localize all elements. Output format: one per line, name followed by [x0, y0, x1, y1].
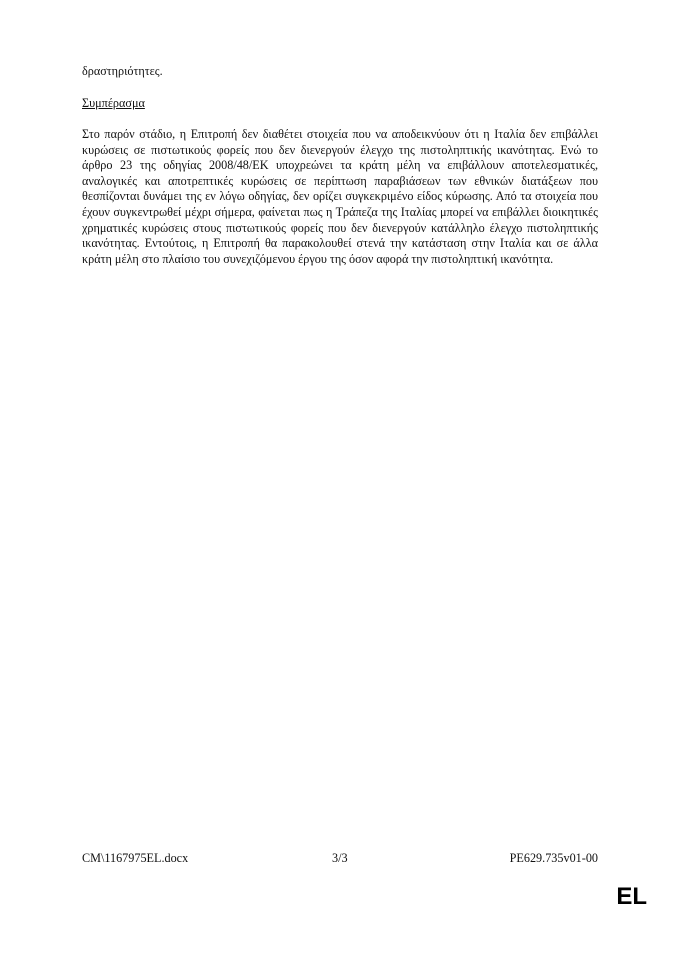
page-footer: [82, 851, 598, 867]
footer-page-number: 3/3: [332, 851, 348, 865]
continuation-text: δραστηριότητες.: [82, 64, 163, 78]
language-code-label: EL: [616, 883, 647, 910]
footer-file-reference: CM\1167975EL.docx: [82, 851, 189, 865]
section-heading: Συμπέρασμα: [82, 96, 145, 110]
conclusion-paragraph: Στο παρόν στάδιο, η Επιτροπή δεν διαθέτει στοιχεία που να αποδεικνύουν ότι η Ιταλία δεν επιβάλλει κυρώσεις σε πιστωτικούς φορείς που δεν διενεργούν έλεγχο της πιστοληπτικής ικανότητας. Ενώ το άρθρο 23 της οδηγίας 2008/48/ΕΚ υποχρεώνει τα κράτη μέλη να επιβάλλουν αποτελεσματικές, αναλογικές και αποτρεπτικές κυρώσεις σε περίπτωση παραβιάσεων των εθνικών διατάξεων που θεσπίζονται δυνάμει της εν λόγω οδηγίας, δεν ορίζει συγκεκριμένο είδος κύρωσης. Από τα στοιχεία που έχουν συγκεντρωθεί μέχρι σήμερα, φαίνεται πως η Τράπεζα της Ιταλίας μπορεί να επιβάλλει διοικητικές χρηματικές κυρώσεις στους πιστωτικούς φορείς που δεν διενεργούν κατάλληλο έλεγχο πιστοληπτικής ικανότητας. Εντούτοις, η Επιτροπή θα παρακολουθεί στενά την κατάσταση στην Ιταλία και σε άλλα κράτη μέλη στο πλαίσιο του συνεχιζόμενου έργου της όσον αφορά την πιστοληπτική ικανότητα.: [82, 127, 598, 266]
footer-pe-reference: PE629.735v01-00: [509, 851, 598, 865]
